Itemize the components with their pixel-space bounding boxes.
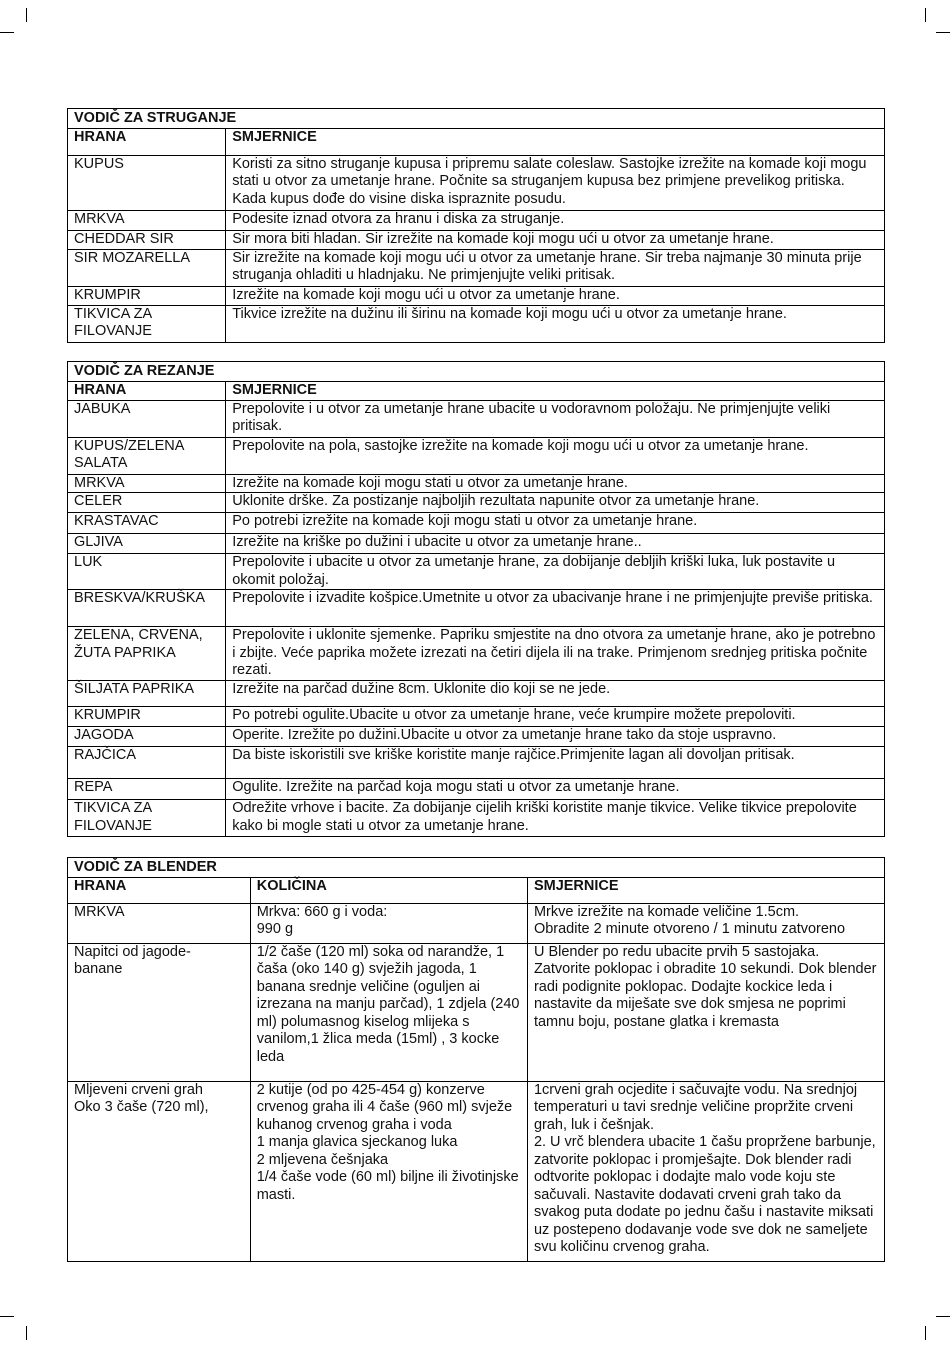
crop-mark bbox=[0, 1316, 14, 1317]
food-cell: ZELENA, CRVENA, ŽUTA PAPRIKA bbox=[68, 627, 226, 681]
food-cell: KRUMPIR bbox=[68, 286, 226, 305]
crop-mark bbox=[925, 1326, 926, 1340]
food-cell: TIKVICA ZA FILOVANJE bbox=[68, 800, 226, 837]
guideline-cell: Ogulite. Izrežite na parčad koja mogu stati u otvor za umetanje hrane. bbox=[226, 779, 885, 800]
guideline-cell: Prepolovite i ubacite u otvor za umetanje hrane, za dobijanje debljih kriški luka, luk postavite u okomit položaj. bbox=[226, 554, 885, 590]
guideline-cell: Da biste iskoristili sve kriške koristite manje rajčice.Primjenite lagan ali dovoljan pritisak. bbox=[226, 747, 885, 779]
column-header-guidelines: SMJERNICE bbox=[226, 381, 885, 400]
guideline-cell: Prepolovite i u otvor za umetanje hrane ubacite u vodoravnom položaju. Ne primjenjujte veliki pritisak. bbox=[226, 400, 885, 437]
crop-mark bbox=[0, 32, 14, 33]
guideline-cell: Prepolovite i izvadite košpice.Umetnite u otvor za ubacivanje hrane i ne primjenjujte previše pritiska. bbox=[226, 590, 885, 627]
slicing-guide-table bbox=[67, 361, 885, 837]
guideline-cell: Po potrebi ogulite.Ubacite u otvor za umetanje hrane, veće krumpire možete prepoloviti. bbox=[226, 707, 885, 727]
crop-mark bbox=[936, 32, 950, 33]
food-cell: JAGODA bbox=[68, 727, 226, 747]
column-header-food: HRANA bbox=[68, 381, 226, 400]
guideline-cell: Sir izrežite na komade koji mogu ući u otvor za umetanje hrane. Sir treba najmanje 30 minuta prije struganja ohladiti u hladnjaku. Ne primjenjujte veliki pritisak. bbox=[226, 249, 885, 286]
guideline-cell: 1crveni grah ocjedite i sačuvajte vodu. Na srednjoj temperaturi u tavi srednje veličine propržite crveni grah, luk i češnjak. 2. U vrč blendera ubacite 1 čašu propržene barbunje, zatvorite poklopac i promješajte. Dok blender radi odtvorite poklopac i dodajte malo vode koju ste sačuvali. Nastavite dodavati crveni grah tako da svakog puta dodate po jednu čašu i nastavite miksati uz postepeno dodavanje vode sve dok ne sameljete svu količinu crvenog graha. bbox=[527, 1081, 884, 1261]
crop-mark bbox=[925, 8, 926, 22]
food-cell: ŠILJATA PAPRIKA bbox=[68, 681, 226, 707]
column-header-food: HRANA bbox=[68, 128, 226, 155]
food-cell: MRKVA bbox=[68, 903, 251, 943]
food-cell: KUPUS bbox=[68, 155, 226, 210]
food-cell: JABUKA bbox=[68, 400, 226, 437]
guideline-cell: Prepolovite na pola, sastojke izrežite na komade koji mogu ući u otvor za umetanje hrane. bbox=[226, 437, 885, 474]
grating-guide-table bbox=[67, 108, 885, 343]
table-title: VODIČ ZA STRUGANJE bbox=[68, 109, 885, 129]
column-header-food: HRANA bbox=[68, 877, 251, 903]
food-cell: SIR MOZARELLA bbox=[68, 249, 226, 286]
guideline-cell: Sir mora biti hladan. Sir izrežite na komade koji mogu ući u otvor za umetanje hrane. bbox=[226, 230, 885, 249]
guideline-cell: Izrežite na parčad dužine 8cm. Uklonite dio koji se ne jede. bbox=[226, 681, 885, 707]
food-cell: RAJČICA bbox=[68, 747, 226, 779]
food-cell: GLJIVA bbox=[68, 534, 226, 554]
food-cell: TIKVICA ZA FILOVANJE bbox=[68, 305, 226, 342]
food-cell: Napitci od jagode- banane bbox=[68, 943, 251, 1081]
guideline-cell: Tikvice izrežite na dužinu ili širinu na komade koji mogu ući u otvor za umetanje hrane. bbox=[226, 305, 885, 342]
food-cell: BRESKVA/KRUŠKA bbox=[68, 590, 226, 627]
column-header-guidelines: SMJERNICE bbox=[226, 128, 885, 155]
guideline-cell: Izrežite na kriške po dužini i ubacite u otvor za umetanje hrane.. bbox=[226, 534, 885, 554]
food-cell: MRKVA bbox=[68, 210, 226, 230]
column-header-quantity: KOLIČINA bbox=[250, 877, 527, 903]
crop-mark bbox=[936, 1316, 950, 1317]
food-cell: KUPUS/ZELENA SALATA bbox=[68, 437, 226, 474]
quantity-cell: 2 kutije (od po 425-454 g) konzerve crvenog graha ili 4 čaše (960 ml) svježe kuhanog crvenog graha i voda 1 manja glavica sjeckanog luka 2 mljevena češnjaka 1/4 čaše vode (60 ml) biljne ili životinjske masti. bbox=[250, 1081, 527, 1261]
guideline-cell: U Blender po redu ubacite prvih 5 sastojaka. Zatvorite poklopac i obradite 10 sekundi. Dok blender radi podignite poklopac. Dodajte kockice leda i nastavite da miješate sve dok smjesa ne poprimi tamnu boju, postane glatka i kremasta bbox=[527, 943, 884, 1081]
blender-guide-table bbox=[67, 857, 885, 1262]
food-cell: Mljeveni crveni grah Oko 3 čaše (720 ml), bbox=[68, 1081, 251, 1261]
guideline-cell: Uklonite drške. Za postizanje najboljih rezultata napunite otvor za umetanje hrane. bbox=[226, 493, 885, 513]
quantity-cell: Mrkva: 660 g i voda: 990 g bbox=[250, 903, 527, 943]
food-cell: LUK bbox=[68, 554, 226, 590]
guideline-cell: Po potrebi izrežite na komade koji mogu stati u otvor za umetanje hrane. bbox=[226, 513, 885, 534]
food-cell: KRUMPIR bbox=[68, 707, 226, 727]
food-cell: KRASTAVAC bbox=[68, 513, 226, 534]
crop-mark bbox=[26, 8, 27, 22]
column-header-guidelines: SMJERNICE bbox=[527, 877, 884, 903]
food-cell: MRKVA bbox=[68, 474, 226, 493]
guideline-cell: Podesite iznad otvora za hranu i diska za struganje. bbox=[226, 210, 885, 230]
guideline-cell: Izrežite na komade koji mogu ući u otvor za umetanje hrane. bbox=[226, 286, 885, 305]
guideline-cell: Odrežite vrhove i bacite. Za dobijanje cijelih kriški koristite manje tikvice. Velike tikvice prepolovite kako bi mogle stati u otvor za umetanje hrane. bbox=[226, 800, 885, 837]
food-cell: CELER bbox=[68, 493, 226, 513]
food-cell: REPA bbox=[68, 779, 226, 800]
guideline-cell: Koristi za sitno struganje kupusa i pripremu salate coleslaw. Sastojke izrežite na komade koji mogu stati u otvor za umetanje hrane. Počnite sa struganjem kupusa bez primjene prevelikog pritiska. Kada kupus dođe do visine diska ispraznite posudu. bbox=[226, 155, 885, 210]
crop-mark bbox=[26, 1326, 27, 1340]
table-title: VODIČ ZA REZANJE bbox=[68, 362, 885, 382]
guideline-cell: Izrežite na komade koji mogu stati u otvor za umetanje hrane. bbox=[226, 474, 885, 493]
guideline-cell: Prepolovite i uklonite sjemenke. Papriku smjestite na dno otvora za umetanje hrane, ako je potrebno i zbijte. Veće paprika možete izrezati na četiri dijela ili na trake. Primjenom srednjeg pritiska počnite rezati. bbox=[226, 627, 885, 681]
guideline-cell: Mrkve izrežite na komade veličine 1.5cm. Obradite 2 minute otvoreno / 1 minutu zatvoreno bbox=[527, 903, 884, 943]
food-cell: CHEDDAR SIR bbox=[68, 230, 226, 249]
quantity-cell: 1/2 čaše (120 ml) soka od narandže, 1 čaša (oko 140 g) svježih jagoda, 1 banana srednje veličine (oguljen ai izrezana na manju parčad), 1 zdjela (240 ml) polumasnog kiselog mlijeka s vanilom,1 žlica meda (15ml) , 3 kocke leda bbox=[250, 943, 527, 1081]
table-title: VODIČ ZA BLENDER bbox=[68, 858, 885, 878]
guideline-cell: Operite. Izrežite po dužini.Ubacite u otvor za umetanje hrane tako da stoje uspravno. bbox=[226, 727, 885, 747]
